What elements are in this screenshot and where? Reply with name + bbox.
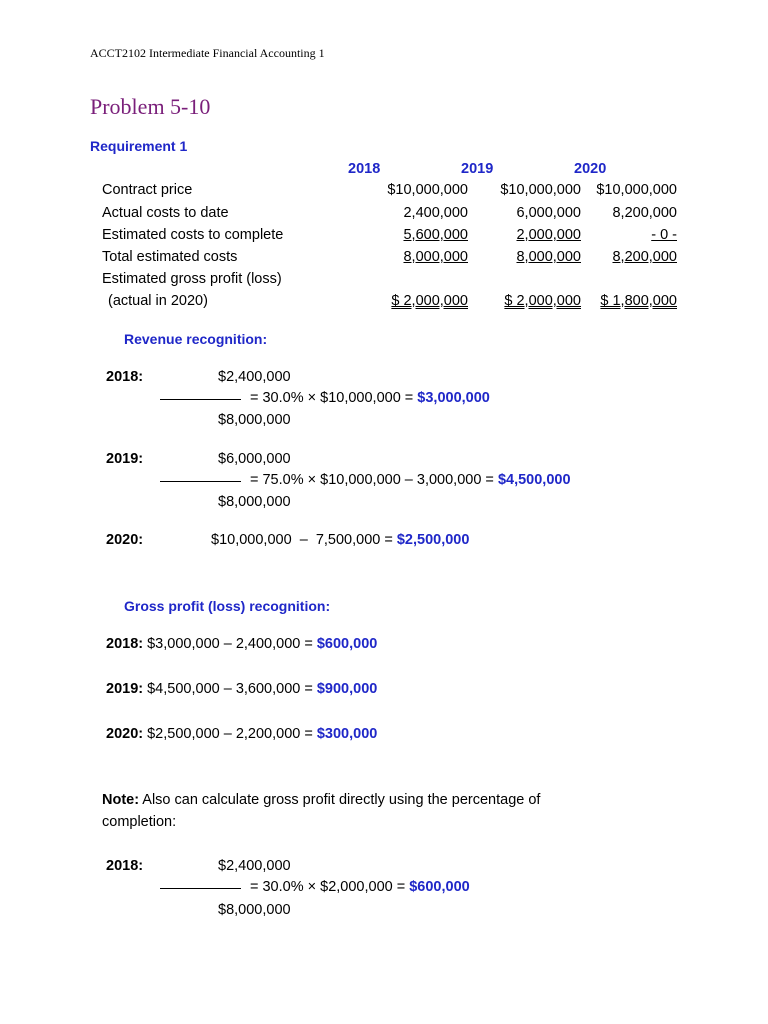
cell-contract-2018: $10,000,000 <box>387 182 468 198</box>
cell-actual-2019: 6,000,000 <box>516 205 581 221</box>
revenue-2020-label: 2020: <box>106 532 144 548</box>
cell-etc-2019: 2,000,000 <box>516 227 581 243</box>
gross-profit-heading: Gross profit (loss) recognition: <box>124 598 331 614</box>
note-calc-result: $600,000 <box>409 879 470 895</box>
course-header: ACCT2102 Intermediate Financial Accounting 1 <box>90 46 325 60</box>
row-label-estimated-to-complete: Estimated costs to complete <box>102 227 284 243</box>
note-calc-numerator: $2,400,000 <box>218 858 291 874</box>
note-line-2: completion: <box>102 814 177 830</box>
revenue-2019-denominator: $8,000,000 <box>218 494 291 510</box>
cell-etc-2018: 5,600,000 <box>403 227 468 243</box>
note-label: Note: <box>102 792 140 808</box>
revenue-heading: Revenue recognition: <box>124 331 268 347</box>
row-label-total-estimated: Total estimated costs <box>102 249 238 265</box>
gross-profit-2019-result: $900,000 <box>316 681 378 697</box>
note-calc-label: 2018: <box>106 858 144 874</box>
cell-gp-2018: $ 2,000,000 <box>391 293 468 309</box>
row-label-actual-costs: Actual costs to date <box>102 205 229 221</box>
problem-title: Problem 5-10 <box>90 94 211 119</box>
cell-total-2018: 8,000,000 <box>403 249 468 265</box>
revenue-2018-denominator: $8,000,000 <box>218 412 291 428</box>
revenue-2018-label: 2018: <box>106 369 144 385</box>
cell-actual-2018: 2,400,000 <box>403 205 468 221</box>
gross-profit-2019: 2019: $4,500,000 – 3,600,000 = $900,000 <box>106 681 378 697</box>
fraction-bar <box>160 481 241 482</box>
revenue-2020-result: $2,500,000 <box>396 532 470 548</box>
cell-total-2019: 8,000,000 <box>516 249 581 265</box>
gross-profit-2018-result: $600,000 <box>316 636 378 652</box>
note-line-1: Note: Also can calculate gross profit directly using the percentage of <box>102 792 541 808</box>
row-label-actual-2020: (actual in 2020) <box>108 293 208 309</box>
requirement-heading: Requirement 1 <box>90 138 188 154</box>
revenue-2018-result: $3,000,000 <box>417 390 490 406</box>
fraction-bar <box>160 888 241 889</box>
cell-contract-2019: $10,000,000 <box>500 182 581 198</box>
revenue-2019-label: 2019: <box>106 451 144 467</box>
revenue-2018-numerator: $2,400,000 <box>218 369 291 385</box>
row-label-estimated-gross-profit: Estimated gross profit (loss) <box>102 271 282 287</box>
cell-gp-2020: $ 1,800,000 <box>600 293 677 309</box>
gross-profit-2020: 2020: $2,500,000 – 2,200,000 = $300,000 <box>106 726 378 742</box>
year-header-2018: 2018 <box>348 161 381 177</box>
revenue-2018-expression: = 30.0% × $10,000,000 = $3,000,000 <box>250 390 490 406</box>
revenue-2019-expression: = 75.0% × $10,000,000 – 3,000,000 = $4,500,000 <box>250 472 571 488</box>
cell-contract-2020: $10,000,000 <box>596 182 677 198</box>
cell-actual-2020: 8,200,000 <box>612 205 677 221</box>
row-label-contract-price: Contract price <box>102 182 193 198</box>
note-calc-denominator: $8,000,000 <box>218 902 291 918</box>
fraction-bar <box>160 399 241 400</box>
cell-etc-2020: - 0 - <box>651 227 677 243</box>
cell-total-2020: 8,200,000 <box>612 249 677 265</box>
revenue-2019-result: $4,500,000 <box>497 472 571 488</box>
year-header-2020: 2020 <box>574 161 607 177</box>
note-calc-expression: = 30.0% × $2,000,000 = $600,000 <box>250 879 470 895</box>
revenue-2019-numerator: $6,000,000 <box>218 451 291 467</box>
revenue-2020-expression: $10,000,000 – 7,500,000 = $2,500,000 <box>211 532 470 548</box>
gross-profit-2018: 2018: $3,000,000 – 2,400,000 = $600,000 <box>106 636 378 652</box>
year-header-2019: 2019 <box>461 161 494 177</box>
cell-gp-2019: $ 2,000,000 <box>504 293 581 309</box>
gross-profit-2020-result: $300,000 <box>316 726 378 742</box>
